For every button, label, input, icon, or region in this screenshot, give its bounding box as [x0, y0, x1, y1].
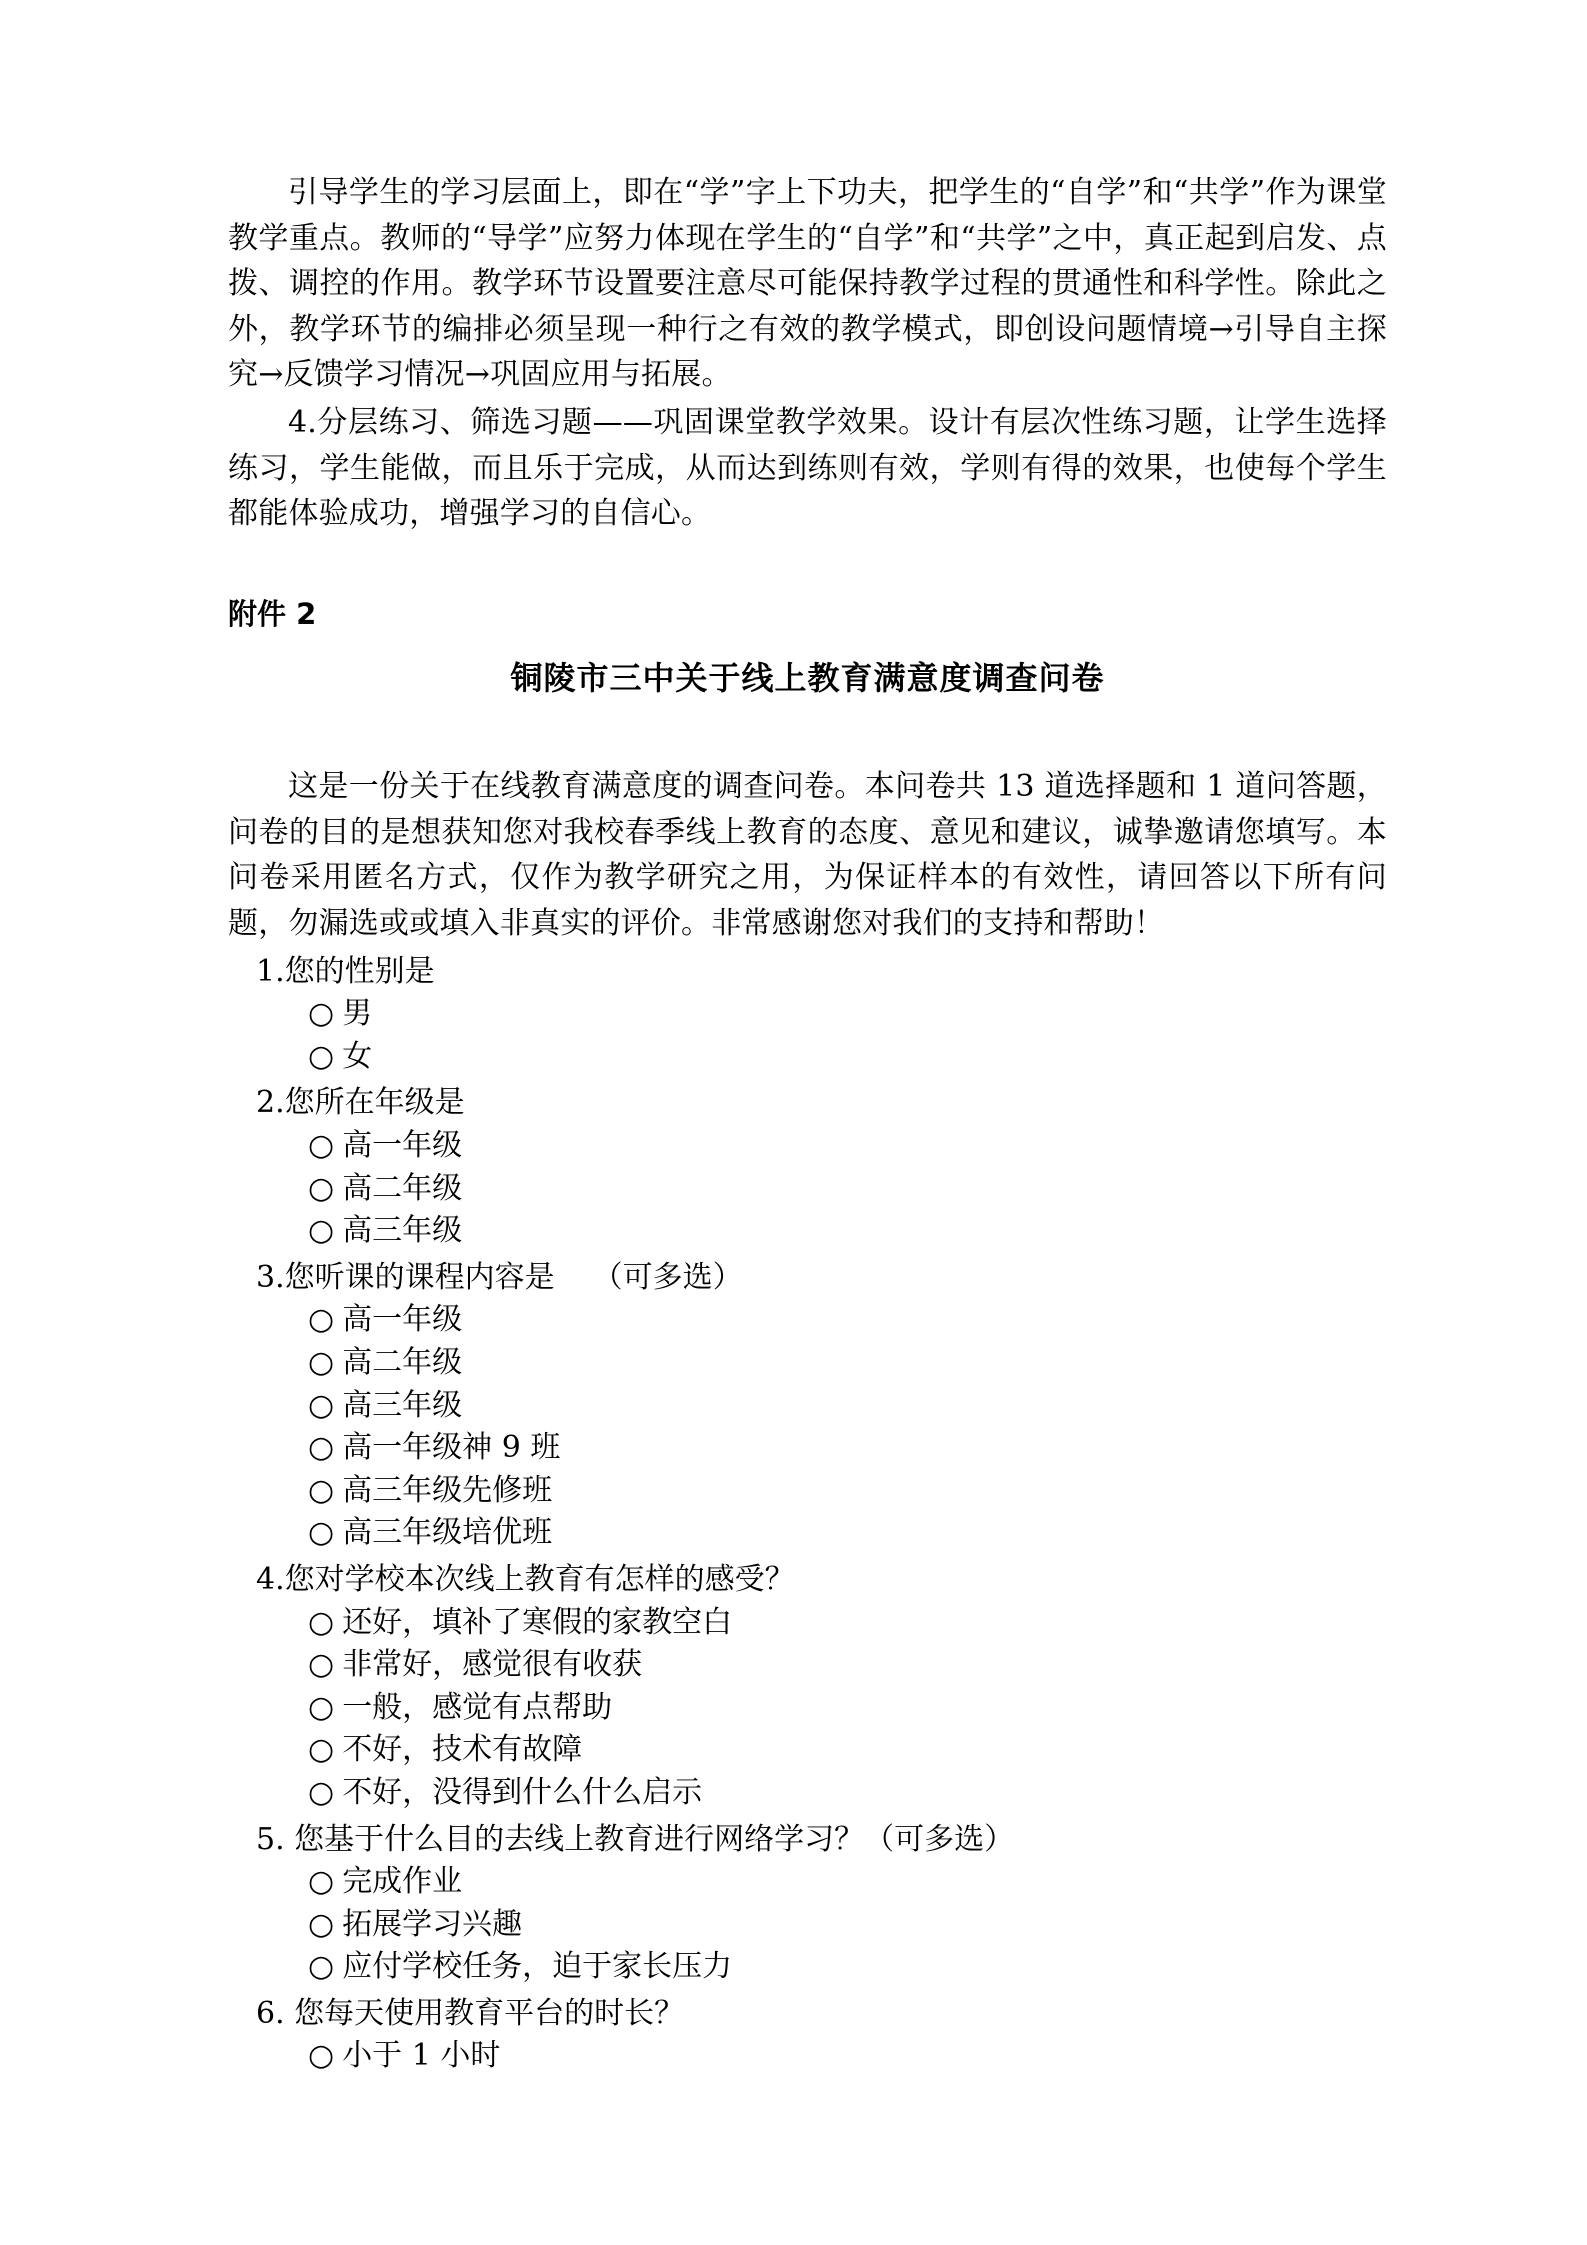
- option-row[interactable]: [228, 1644, 1387, 1687]
- option-label: 男: [342, 996, 373, 1032]
- option-row[interactable]: [228, 1299, 1387, 1342]
- radio-icon[interactable]: ○: [308, 1604, 335, 1640]
- radio-icon[interactable]: ○: [308, 996, 335, 1032]
- radio-icon[interactable]: ○: [308, 1170, 335, 1206]
- option-row[interactable]: [228, 1772, 1387, 1815]
- question-text: [228, 1819, 1387, 1862]
- option-label: 高三年级先修班: [342, 1472, 553, 1508]
- radio-icon[interactable]: ○: [308, 1949, 335, 1985]
- option-label: 小于 1 小时: [342, 2038, 501, 2074]
- radio-icon[interactable]: ○: [308, 1430, 335, 1466]
- question-text: [228, 951, 1387, 994]
- option-label: 高三年级: [342, 1213, 463, 1249]
- option-label: 一般，感觉有点帮助: [342, 1689, 613, 1725]
- question-item: [228, 1819, 1387, 1989]
- option-label: 女: [342, 1038, 373, 1074]
- radio-icon[interactable]: ○: [308, 1387, 335, 1423]
- option-label: 应付学校任务，迫于家长压力: [342, 1949, 733, 1985]
- question-note: （可多选）: [592, 1259, 743, 1295]
- question-label: 1.您的性别是: [256, 953, 435, 989]
- body-paragraph-2: 4.分层练习、筛选习题——巩固课堂教学效果。设计有层次性练习题，让学生选择练习，学生能做，而且乐于完成，从而达到练则有效，学则有得的效果，也使每个学生都能体验成功，增强学习的自信心。: [228, 404, 1387, 532]
- radio-icon[interactable]: ○: [308, 1647, 335, 1683]
- option-label: 高二年级: [342, 1170, 463, 1206]
- question-label: 6. 您每天使用教育平台的时长？: [256, 1995, 685, 2031]
- question-text: [228, 1257, 1387, 1300]
- question-label: 3.您听课的课程内容是: [256, 1259, 555, 1295]
- option-row[interactable]: [228, 1036, 1387, 1079]
- question-item: [228, 951, 1387, 1079]
- option-row[interactable]: [228, 1946, 1387, 1989]
- question-text: [228, 1993, 1387, 2036]
- radio-icon[interactable]: ○: [308, 1128, 335, 1163]
- option-label: 不好，技术有故障: [342, 1732, 583, 1768]
- question-label: 2.您所在年级是: [256, 1085, 465, 1121]
- radio-icon[interactable]: ○: [308, 1732, 335, 1768]
- option-label: 高三年级: [342, 1387, 463, 1423]
- question-item: [228, 1257, 1387, 1555]
- question-text: [228, 1559, 1387, 1602]
- option-row[interactable]: [228, 1385, 1387, 1428]
- option-row[interactable]: [228, 2035, 1387, 2078]
- question-item: [228, 1993, 1387, 2078]
- option-label: 还好，填补了寒假的家教空白: [342, 1604, 733, 1640]
- option-row[interactable]: [228, 1512, 1387, 1555]
- question-item: [228, 1082, 1387, 1252]
- question-list: [228, 951, 1387, 2078]
- attachment-label: 附件 2: [228, 596, 317, 631]
- radio-icon[interactable]: ○: [308, 1906, 335, 1942]
- radio-icon[interactable]: ○: [308, 1302, 335, 1338]
- option-list: [228, 1602, 1387, 1815]
- question-text: [228, 1082, 1387, 1125]
- radio-icon[interactable]: ○: [308, 1689, 335, 1725]
- questionnaire-intro: 这是一份关于在线教育满意度的调查问卷。本问卷共 13 道选择题和 1 道问答题，问卷的目的是想获知您对我校春季线上教育的态度、意见和建议，诚挚邀请您填写。本问卷采用匿名方式，仅作为教学研究之用，为保证样本的有效性，请回答以下所有问题，勿漏选或或填入非真实的评价。非常感谢您对我们的支持和帮助！: [228, 769, 1387, 942]
- body-paragraph-1: 引导学生的学习层面上，即在“学”字上下功夫，把学生的“自学”和“共学”作为课堂教学重点。教师的“导学”应努力体现在学生的“自学”和“共学”之中，真正起到启发、点拨、调控的作用。教学环节设置要注意尽可能保持教学过程的贯通性和科学性。除此之外，教学环节的编排必须呈现一种行之有效的教学模式，即创设问题情境→引导自主探究→反馈学习情况→巩固应用与拓展。: [228, 175, 1387, 393]
- option-row[interactable]: [228, 1168, 1387, 1211]
- option-row[interactable]: [228, 1342, 1387, 1385]
- radio-icon[interactable]: ○: [308, 1344, 335, 1380]
- option-list: [228, 1125, 1387, 1253]
- question-label: 4.您对学校本次线上教育有怎样的感受？: [256, 1561, 795, 1597]
- question-label: 5. 您基于什么目的去线上教育进行网络学习？（可多选）: [256, 1821, 1015, 1857]
- option-row[interactable]: [228, 1729, 1387, 1772]
- option-row[interactable]: [228, 1210, 1387, 1253]
- option-label: 高三年级培优班: [342, 1515, 553, 1551]
- radio-icon[interactable]: ○: [308, 1515, 335, 1551]
- page-title: 铜陵市三中关于线上教育满意度调查问卷: [510, 659, 1105, 698]
- option-row[interactable]: [228, 1687, 1387, 1730]
- option-list: [228, 2035, 1387, 2078]
- option-label: 不好，没得到什么什么启示: [342, 1774, 703, 1810]
- option-list: [228, 993, 1387, 1078]
- radio-icon[interactable]: ○: [308, 1213, 335, 1249]
- radio-icon[interactable]: ○: [308, 1038, 335, 1074]
- option-label: 高一年级: [342, 1302, 463, 1338]
- option-label: 高一年级: [342, 1128, 463, 1163]
- option-row[interactable]: [228, 1904, 1387, 1947]
- option-label: 完成作业: [342, 1864, 463, 1900]
- option-row[interactable]: [228, 1861, 1387, 1904]
- option-label: 高二年级: [342, 1344, 463, 1380]
- option-row[interactable]: [228, 1427, 1387, 1470]
- option-label: 高一年级神 9 班: [342, 1430, 561, 1466]
- radio-icon[interactable]: ○: [308, 1774, 335, 1810]
- option-row[interactable]: [228, 993, 1387, 1036]
- option-row[interactable]: [228, 1125, 1387, 1168]
- option-list: [228, 1299, 1387, 1555]
- radio-icon[interactable]: ○: [308, 2038, 335, 2074]
- radio-icon[interactable]: ○: [308, 1864, 335, 1900]
- question-item: [228, 1559, 1387, 1815]
- option-label: 拓展学习兴趣: [342, 1906, 523, 1942]
- radio-icon[interactable]: ○: [308, 1472, 335, 1508]
- option-row[interactable]: [228, 1602, 1387, 1645]
- option-list: [228, 1861, 1387, 1989]
- option-label: 非常好，感觉很有收获: [342, 1647, 643, 1683]
- option-row[interactable]: [228, 1470, 1387, 1513]
